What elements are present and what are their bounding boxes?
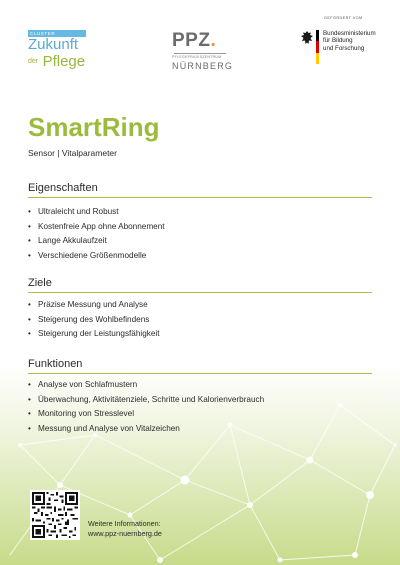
cluster-zukunft-der-pflege-logo [28, 30, 92, 74]
bullet-icon: • [28, 221, 31, 231]
section-divider [28, 373, 372, 374]
bmbf-name-line2: für Bildung [323, 37, 353, 45]
list-item [28, 393, 264, 408]
list-item-text: Messung und Analyse von Vitalzeichen [38, 423, 180, 433]
bullet-icon: • [28, 250, 31, 260]
list-item [28, 407, 264, 422]
bmbf-name-line1: Bundesministerium [323, 30, 376, 37]
bullet-icon: • [28, 423, 31, 433]
footer-website-link[interactable]: www.ppz-nuernberg.de [88, 529, 162, 538]
bullet-icon: • [28, 329, 31, 339]
list-item-text: Überwachung, Aktivitätenziele, Schritte und Kalorienverbrauch [38, 394, 265, 404]
cluster-logo-word-der: der [28, 58, 39, 65]
bullet-list-ziele [28, 298, 160, 342]
ppz-logo-name: PPZ [172, 30, 211, 51]
list-item-text: Ultraleicht und Robust [38, 207, 119, 216]
bullet-icon: • [28, 300, 31, 309]
section-heading-funktionen: Funktionen [28, 358, 83, 370]
footer-info [88, 519, 162, 539]
ppz-logo-divider [174, 53, 226, 54]
list-item-text: Präzise Messung und Analyse [38, 300, 148, 309]
page-title: SmartRing [28, 112, 160, 142]
section-heading-ziele: Ziele [28, 277, 52, 289]
list-item-text: Steigerung der Leistungsfähigkeit [38, 329, 160, 339]
ppz-logo-subline: PFLEGEPRAXISZENTRUM [172, 55, 222, 59]
bullet-list-funktionen [28, 378, 264, 436]
bullet-list-eigenschaften [28, 205, 165, 263]
cluster-logo-line2 [28, 53, 108, 71]
list-item [28, 378, 264, 393]
cluster-logo-word-pflege: Pflege [42, 53, 86, 70]
ppz-logo [172, 30, 234, 72]
page-subtitle: Sensor | Vitalparameter [28, 148, 117, 158]
list-item [28, 327, 160, 342]
list-item [28, 205, 165, 220]
cluster-logo-word-zukunft: Zukunft [28, 36, 79, 53]
list-item [28, 422, 264, 437]
list-item-text: Analyse von Schlafmustern [38, 380, 138, 389]
list-item [28, 249, 165, 264]
bmbf-funded-by: GEFÖRDERT VOM [324, 16, 363, 20]
ppz-logo-wordmark [172, 30, 216, 52]
list-item [28, 298, 160, 313]
bullet-icon: • [28, 236, 31, 246]
list-item [28, 313, 160, 328]
list-item [28, 234, 165, 249]
bullet-icon: • [28, 409, 31, 419]
bmbf-name [323, 30, 376, 52]
list-item-text: Steigerung des Wohlbefindens [38, 314, 150, 324]
bullet-icon: • [28, 394, 31, 404]
list-item-text: Verschiedene Größenmodelle [38, 250, 147, 260]
federal-eagle-icon [300, 30, 314, 46]
bullet-icon: • [28, 380, 31, 389]
bullet-icon: • [28, 314, 31, 324]
list-item-text: Monitoring von Stresslevel [38, 409, 135, 419]
list-item-text: Kostenfreie App ohne Abonnement [38, 221, 165, 231]
ppz-logo-dot: . [210, 30, 217, 51]
list-item [28, 220, 165, 235]
list-item-text: Lange Akkulaufzeit [38, 236, 107, 246]
section-divider [28, 197, 372, 198]
ppz-logo-city: NÜRNBERG [172, 61, 234, 71]
footer-info-label: Weitere Informationen: [88, 519, 161, 528]
bullet-icon: • [28, 207, 31, 216]
section-divider [28, 292, 372, 293]
bmbf-name-line3: und Forschung [323, 44, 365, 52]
cluster-logo-bar: CLUSTER [28, 30, 86, 37]
qr-code-icon[interactable] [30, 490, 80, 540]
german-flag-stripe [316, 30, 319, 64]
bmbf-logo [300, 16, 392, 72]
section-heading-eigenschaften: Eigenschaften [28, 182, 98, 194]
